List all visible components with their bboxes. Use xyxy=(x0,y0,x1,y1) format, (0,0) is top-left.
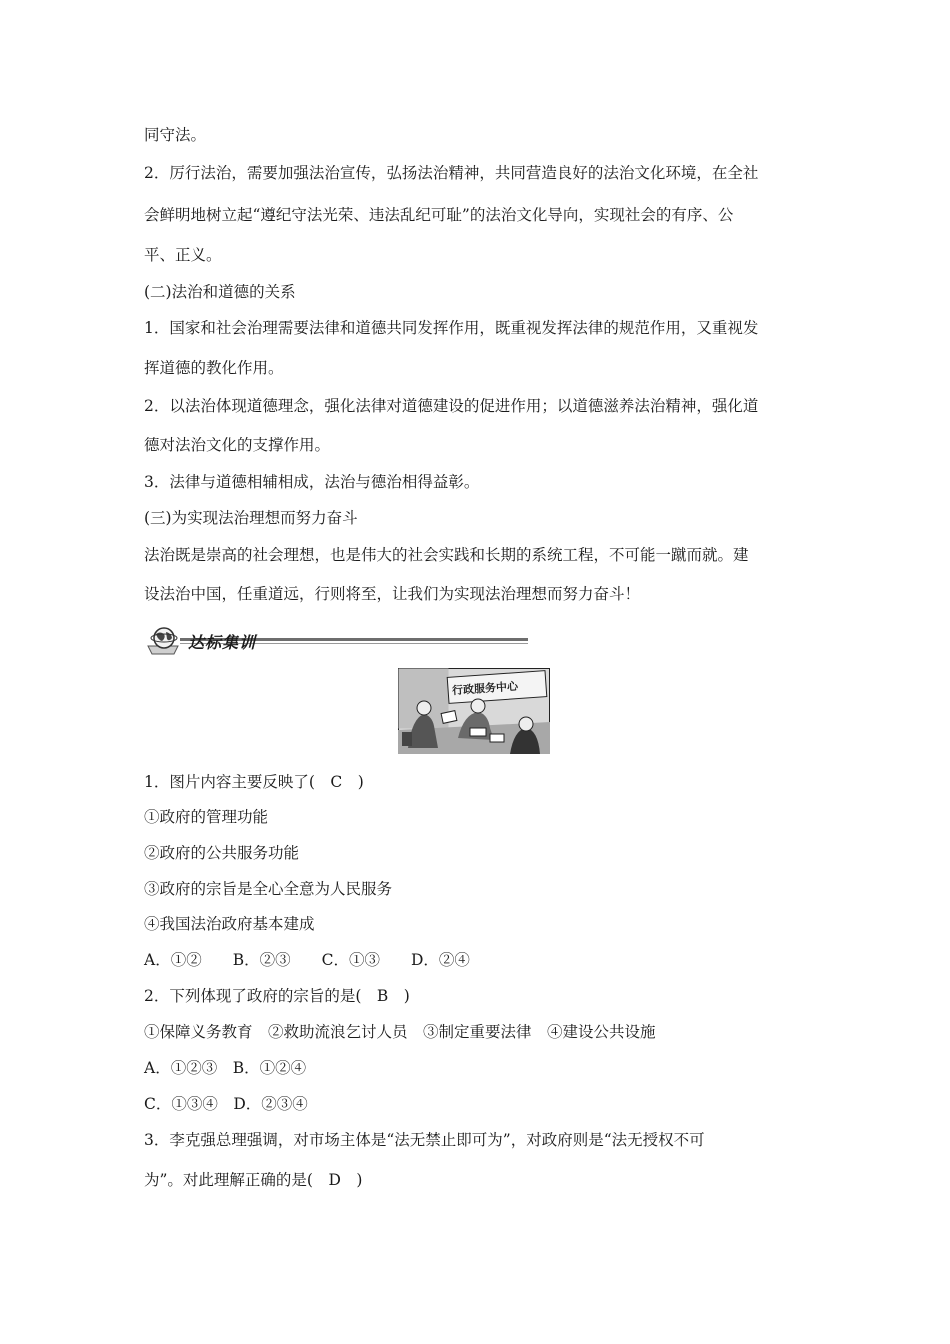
section3-heading: (三)为实现法治理想而努力奋斗 xyxy=(144,509,358,527)
section2-item1-line2: 挥道德的教化作用。 xyxy=(144,359,284,377)
section1-continuation: 同守法。 xyxy=(144,126,207,144)
q2-choices-2: C．①③④ D．②③④ xyxy=(144,1095,308,1113)
section1-item2-line1: 2．厉行法治，需要加强法治宣传，弘扬法治精神，共同营造良好的法治文化环境，在全社 xyxy=(144,164,759,182)
q1-option-2: ②政府的公共服务功能 xyxy=(144,844,300,862)
q3-stem-line2: 为”。对此理解正确的是( D ) xyxy=(144,1171,363,1189)
q1-stem: 1．图片内容主要反映了( C ) xyxy=(144,773,364,791)
section2-item3: 3．法律与道德相辅相成，法治与德治相得益彰。 xyxy=(144,473,480,491)
section2-item2-line1: 2．以法治体现道德理念，强化法律对道德建设的促进作用；以道德滋养法治精神，强化道 xyxy=(144,397,759,415)
q1-option-1: ①政府的管理功能 xyxy=(144,808,269,826)
section2-item2-line2: 德对法治文化的支撑作用。 xyxy=(144,436,331,454)
q2-choices-1: A．①②③ B．①②④ xyxy=(144,1059,307,1077)
q1-choices: A．①② B．②③ C．①③ D．②④ xyxy=(144,951,470,969)
section1-item2-line2: 会鲜明地树立起“遵纪守法光荣、违法乱纪可耻”的法治文化导向，实现社会的有序、公 xyxy=(144,206,734,224)
globe-icon xyxy=(144,624,184,658)
section1-item2-line3: 平、正义。 xyxy=(144,246,222,264)
q2-stem: 2．下列体现了政府的宗旨的是( B ) xyxy=(144,987,410,1005)
q1-option-3: ③政府的宗旨是全心全意为人民服务 xyxy=(144,880,393,898)
illustration-sign-text: 行政服务中心 xyxy=(451,679,519,698)
q3-stem-line1: 3．李克强总理强调，对市场主体是“法无禁止即可为”，对政府则是“法无授权不可 xyxy=(144,1131,705,1149)
banner-title: 达标集训 xyxy=(188,633,257,652)
q2-options: ①保障义务教育 ②救助流浪乞讨人员 ③制定重要法律 ④建设公共设施 xyxy=(144,1023,656,1041)
section3-para-line2: 设法治中国，任重道远，行则将至，让我们为实现法治理想而努力奋斗！ xyxy=(144,585,641,603)
section3-para-line1: 法治既是崇高的社会理想，也是伟大的社会实践和长期的系统工程，不可能一蹴而就。建 xyxy=(144,546,749,564)
section2-item1-line1: 1．国家和社会治理需要法律和道德共同发挥作用，既重视发挥法律的规范作用，又重视发 xyxy=(144,319,759,337)
section-banner xyxy=(144,624,528,658)
illustration-service-center xyxy=(398,668,550,754)
section2-heading: (二)法治和道德的关系 xyxy=(144,283,296,301)
q1-option-4: ④我国法治政府基本建成 xyxy=(144,915,315,933)
